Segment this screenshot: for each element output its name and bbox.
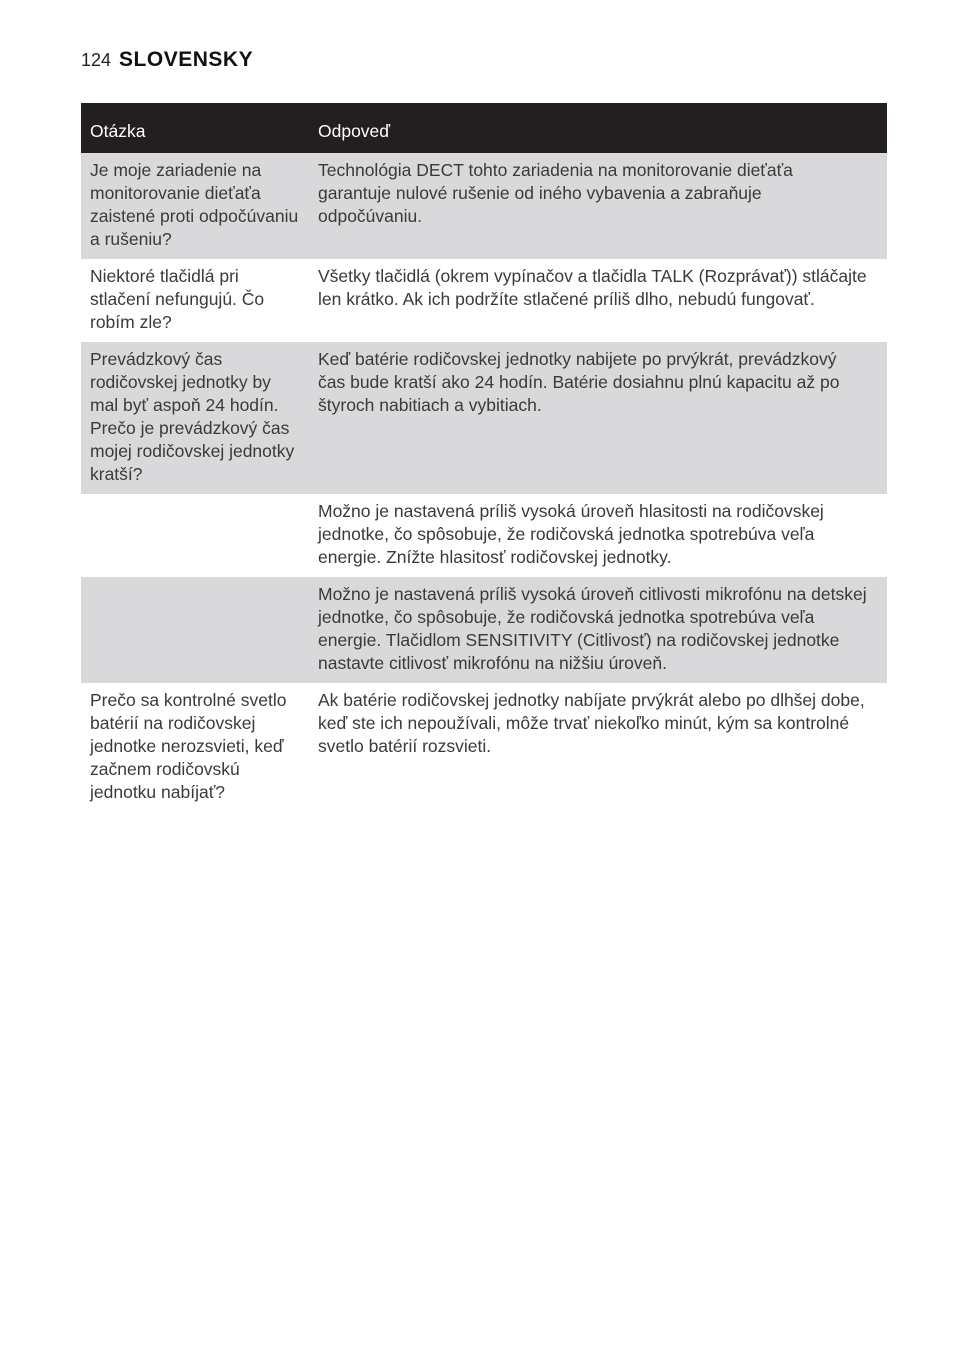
answer-cell: Technológia DECT tohto zariadenia na monitorovanie dieťaťa garantuje nulové rušenie od iného vybavenia a zabraňuje odpočúvaniu. <box>310 153 887 259</box>
table-row <box>81 153 887 259</box>
question-cell: Prečo sa kontrolné svetlo batérií na rodičovskej jednotke nerozsvieti, keď začnem rodičovskú jednotku nabíjať? <box>90 690 287 802</box>
answer-cell: Možno je nastavená príliš vysoká úroveň hlasitosti na rodičovskej jednotke, čo spôsobuje, že rodičovská jednotka spotrebúva veľa energie. Znížte hlasitosť rodičovskej jednotky. <box>318 501 824 567</box>
table-header-row <box>81 103 887 153</box>
question-cell <box>81 577 310 683</box>
faq-table <box>81 103 887 812</box>
question-cell: Niektoré tlačidlá pri stlačení nefungujú. Čo robím zle? <box>90 266 265 332</box>
answer-cell: Možno je nastavená príliš vysoká úroveň citlivosti mikrofónu na detskej jednotke, čo spôsobuje, že rodičovská jednotka spotrebúva veľa energie. Tlačidlom SENSITIVITY (Citlivosť) na rodičovskej jednotke nastavte citlivosť mikrofónu na nižšiu úroveň. <box>310 577 887 683</box>
page-header <box>81 48 253 72</box>
table-row <box>81 494 887 577</box>
question-cell <box>81 494 310 577</box>
table-row <box>81 342 887 494</box>
table-row <box>81 683 887 812</box>
table-row <box>81 577 887 683</box>
answer-cell: Ak batérie rodičovskej jednotky nabíjate prvýkrát alebo po dlhšej dobe, keď ste ich nepoužívali, môže trvať niekoľko minút, kým sa kontrolné svetlo batérií rozsvieti. <box>318 690 865 756</box>
table-row <box>81 259 887 342</box>
section-title: SLOVENSKY <box>119 48 254 71</box>
column-header-question: Otázka <box>81 103 310 153</box>
answer-cell: Všetky tlačidlá (okrem vypínačov a tlačidla TALK (Rozprávať)) stláčajte len krátko. Ak ich podržíte stlačené príliš dlho, nebudú fungovať. <box>318 266 867 309</box>
column-header-answer: Odpoveď <box>310 103 887 153</box>
question-cell: Je moje zariadenie na monitorovanie dieťaťa zaistené proti odpočúvaniu a rušeniu? <box>81 153 310 259</box>
page-number: 124 <box>81 50 112 70</box>
question-cell: Prevádzkový čas rodičovskej jednotky by mal byť aspoň 24 hodín. Prečo je prevádzkový čas mojej rodičovskej jednotky kratší? <box>81 342 310 494</box>
answer-cell: Keď batérie rodičovskej jednotky nabijete po prvýkrát, prevádzkový čas bude kratší ako 24 hodín. Batérie dosiahnu plnú kapacitu až po štyroch nabitiach a vybitiach. <box>310 342 887 494</box>
